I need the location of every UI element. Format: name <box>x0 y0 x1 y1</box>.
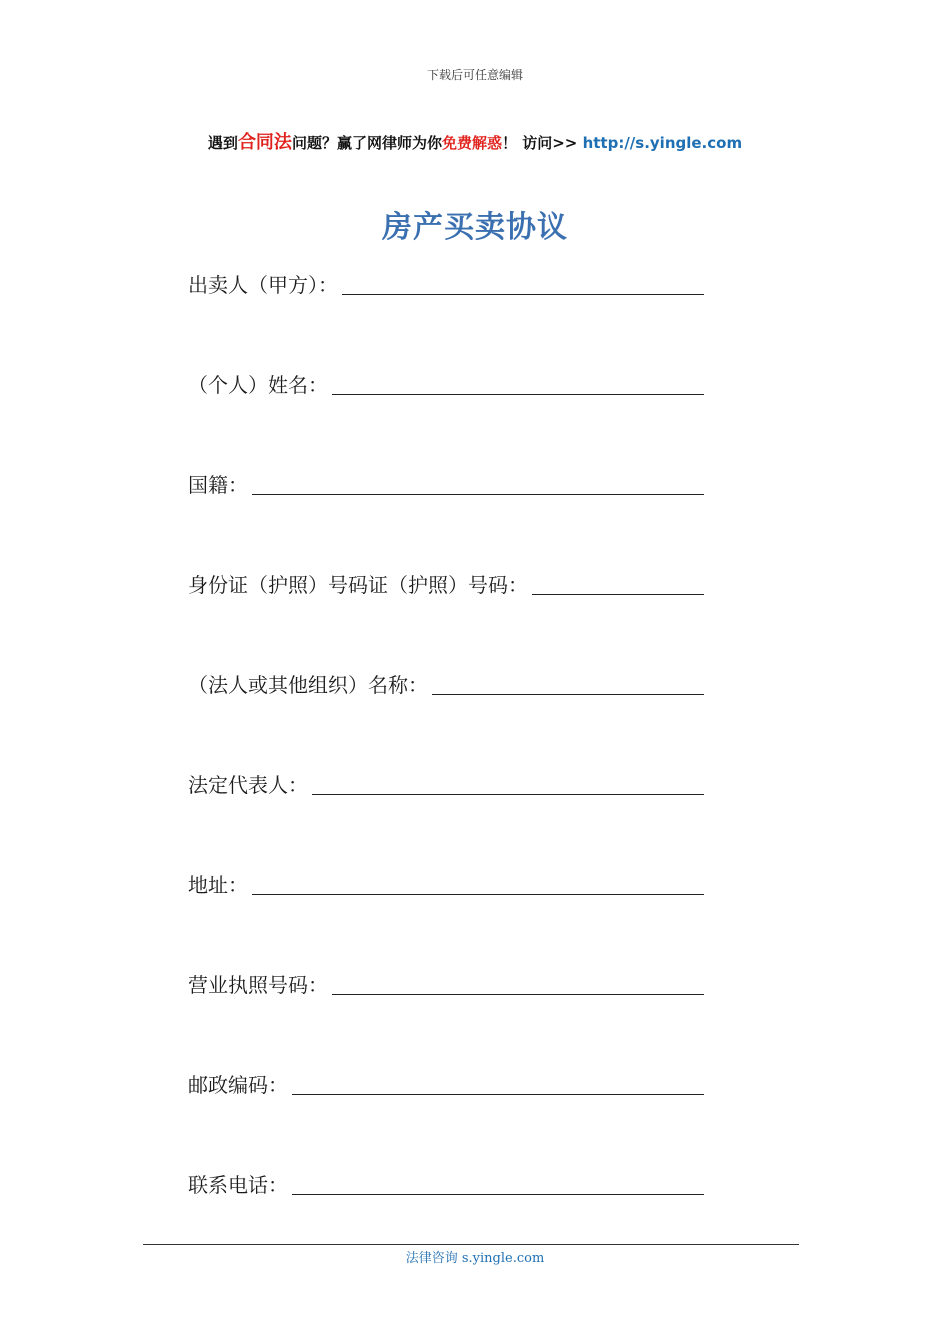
field-legal-representative <box>188 768 704 868</box>
field-individual-name <box>188 368 704 468</box>
header-note: 下载后可任意编辑 <box>426 68 523 82</box>
field-label: （法人或其他组织）名称： <box>188 673 428 697</box>
blank-line[interactable] <box>432 668 704 695</box>
document-title: 房产买卖协议 <box>382 210 568 245</box>
promo-banner <box>0 128 950 154</box>
footer-divider <box>143 1244 799 1245</box>
field-organization-name <box>188 668 704 768</box>
field-label: 营业执照号码： <box>188 973 328 997</box>
field-nationality <box>188 468 704 568</box>
blank-line[interactable] <box>332 368 704 395</box>
field-label: （个人）姓名： <box>188 373 328 397</box>
field-business-license <box>188 968 704 1068</box>
promo-text: 遇到 <box>207 134 238 152</box>
blank-line[interactable] <box>252 468 704 495</box>
footer-link[interactable]: 法律咨询 s.yingle.com <box>405 1251 545 1266</box>
field-address <box>188 868 704 968</box>
promo-highlight-contract-law: 合同法 <box>237 132 292 153</box>
field-label: 联系电话： <box>188 1173 288 1197</box>
field-label: 出卖人（甲方）： <box>188 273 338 297</box>
form-fields <box>188 268 704 1268</box>
blank-line[interactable] <box>292 1168 704 1195</box>
promo-link[interactable]: http://s.yingle.com <box>582 134 743 152</box>
blank-line[interactable] <box>292 1068 704 1095</box>
blank-line[interactable] <box>312 768 704 795</box>
blank-line[interactable] <box>342 268 704 295</box>
blank-line[interactable] <box>532 568 704 595</box>
field-postal-code <box>188 1068 704 1168</box>
field-label: 身份证（护照）号码证（护照）号码： <box>188 573 528 597</box>
blank-line[interactable] <box>252 868 704 895</box>
field-label: 地址： <box>188 873 248 897</box>
blank-line[interactable] <box>332 968 704 995</box>
field-id-number <box>188 568 704 668</box>
field-label: 法定代表人： <box>188 773 308 797</box>
promo-text: ！ 访问>> <box>501 134 583 152</box>
promo-text: 问题？赢了网律师为你 <box>291 134 442 152</box>
field-label: 国籍： <box>188 473 248 497</box>
promo-highlight-free: 免费解惑 <box>441 134 502 152</box>
field-label: 邮政编码： <box>188 1073 288 1097</box>
field-seller <box>188 268 704 368</box>
